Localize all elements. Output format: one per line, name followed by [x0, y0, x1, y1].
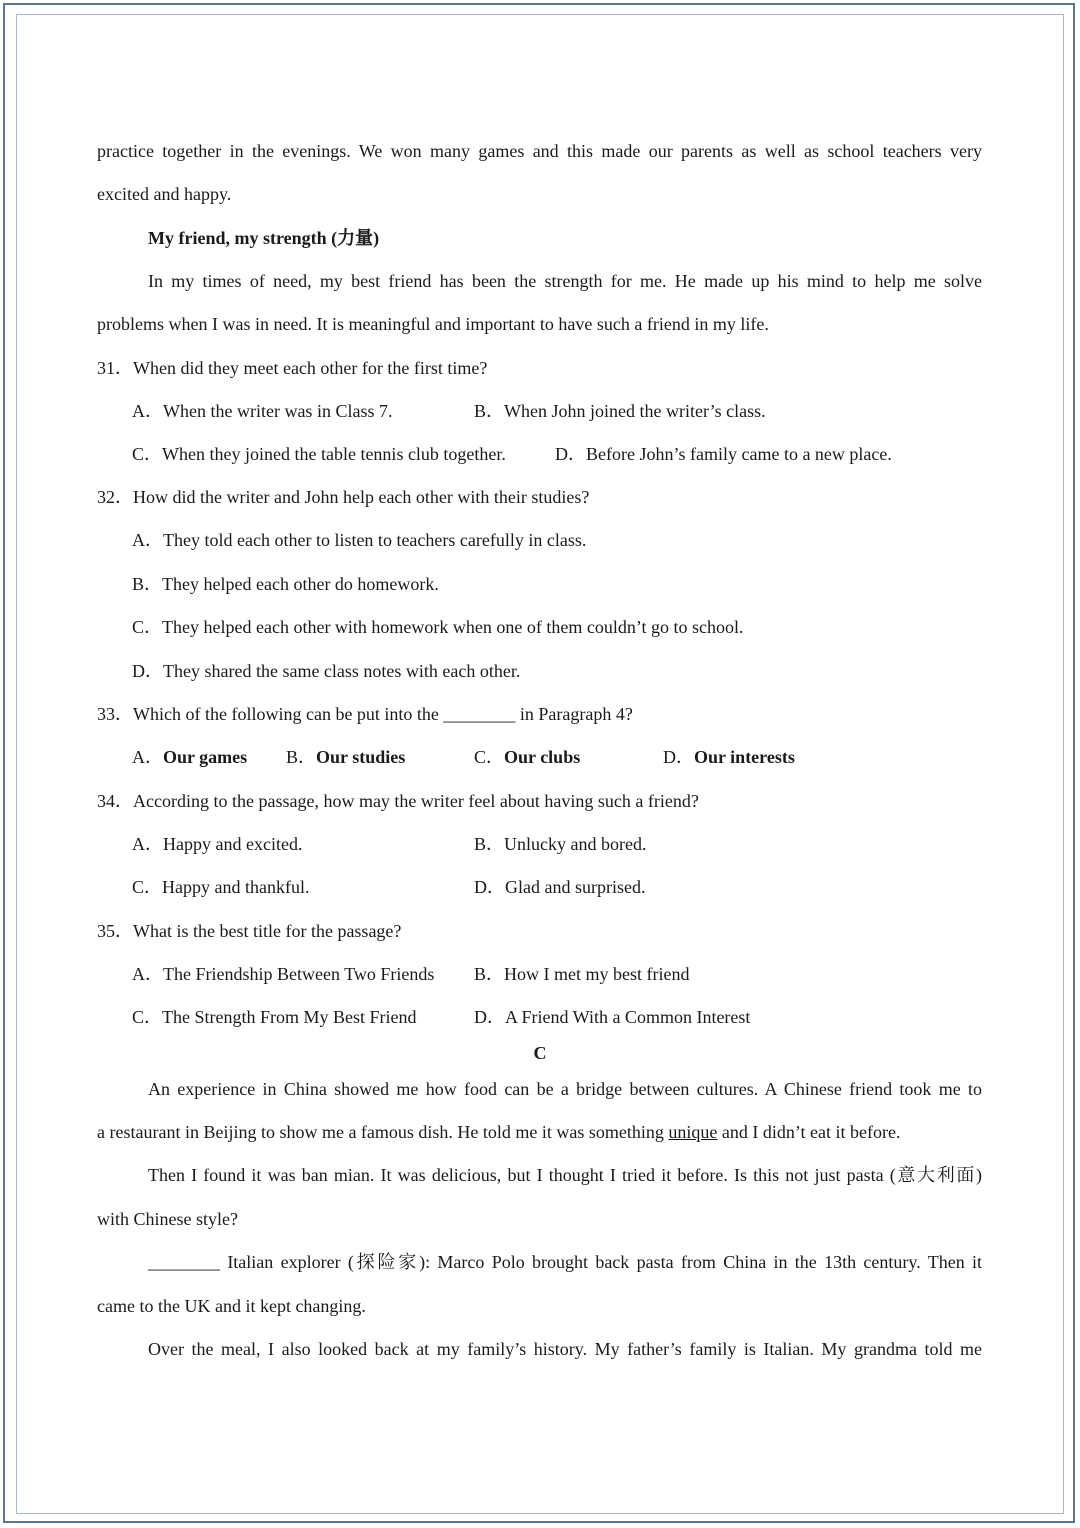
passage-b-line: excited and happy. — [97, 184, 232, 204]
option-32-a: A．They told each other to listen to teachers carefully in class. — [132, 530, 587, 550]
passage-c-line: An experience in China showed me how food can be a bridge between cultures. A Chinese friend took me to — [148, 1079, 982, 1099]
option-35-d: D．A Friend With a Common Interest — [474, 1007, 751, 1027]
passage-c-heading: C — [533, 1043, 547, 1063]
question-text: in Paragraph 4? — [519, 704, 633, 724]
answer-blank: ________ — [443, 704, 516, 724]
option-33-b: B．Our studies — [286, 747, 406, 767]
passage-c-line: with Chinese style? — [97, 1209, 238, 1229]
answer-blank: ________ — [148, 1252, 220, 1272]
option-34-c: C．Happy and thankful. — [132, 877, 310, 897]
passage-c-line: Then I found it was ban mian. It was delicious, but I thought I tried it before. Is this not just pasta (意大利面) — [148, 1165, 982, 1185]
passage-c-line: a restaurant in Beijing to show me a famous dish. He told me it was something unique and I didn’t eat it before. — [97, 1122, 901, 1142]
passage-b-line: In my times of need, my best friend has been the strength for me. He made up his mind to help me solve — [148, 271, 982, 291]
option-31-a: A．When the writer was in Class 7. — [132, 401, 393, 421]
question-number: 33． — [97, 704, 133, 724]
paragraph-heading: My friend, my strength (力量) — [148, 228, 380, 248]
question-32 — [97, 486, 589, 508]
question-number: 35． — [97, 921, 133, 941]
question-number: 32． — [97, 487, 133, 507]
question-text: When did they meet each other for the first time? — [133, 358, 488, 378]
option-33-c: C．Our clubs — [474, 747, 581, 767]
question-text: Which of the following can be put into the — [133, 704, 439, 724]
question-number: 31． — [97, 358, 133, 378]
option-34-d: D．Glad and surprised. — [474, 877, 646, 897]
question-text: What is the best title for the passage? — [133, 921, 402, 941]
option-34-a: A．Happy and excited. — [132, 834, 303, 854]
question-31 — [97, 357, 487, 379]
option-32-b: B．They helped each other do homework. — [132, 574, 439, 594]
option-32-c: C．They helped each other with homework when one of them couldn’t go to school. — [132, 617, 744, 637]
passage-c-line: came to the UK and it kept changing. — [97, 1296, 366, 1316]
option-35-c: C．The Strength From My Best Friend — [132, 1007, 417, 1027]
option-35-b: B．How I met my best friend — [474, 964, 690, 984]
passage-b-line: problems when I was in need. It is meaningful and important to have such a friend in my life. — [97, 314, 769, 334]
option-31-c: C．When they joined the table tennis club together. — [132, 444, 506, 464]
question-number: 34． — [97, 791, 133, 811]
question-text: How did the writer and John help each other with their studies? — [133, 487, 590, 507]
question-34 — [97, 790, 699, 812]
option-31-d: D．Before John’s family came to a new place. — [555, 444, 892, 464]
option-35-a: A．The Friendship Between Two Friends — [132, 964, 435, 984]
underlined-word: unique — [668, 1122, 718, 1142]
question-35 — [97, 920, 401, 942]
passage-b-line: practice together in the evenings. We won many games and this made our parents as well as school teachers very — [97, 141, 982, 161]
question-text: According to the passage, how may the writer feel about having such a friend? — [133, 791, 699, 811]
question-33 — [97, 703, 633, 725]
option-31-b: B．When John joined the writer’s class. — [474, 401, 766, 421]
option-33-a: A．Our games — [132, 747, 248, 767]
passage-c-line: Over the meal, I also looked back at my family’s history. My father’s family is Italian. My grandma told me — [148, 1339, 982, 1359]
option-33-d: D．Our interests — [663, 747, 795, 767]
passage-c-line: ________ Italian explorer (探险家): Marco Polo brought back pasta from China in the 13th century. Then it — [148, 1252, 982, 1272]
option-34-b: B．Unlucky and bored. — [474, 834, 647, 854]
option-32-d: D．They shared the same class notes with each other. — [132, 661, 521, 681]
